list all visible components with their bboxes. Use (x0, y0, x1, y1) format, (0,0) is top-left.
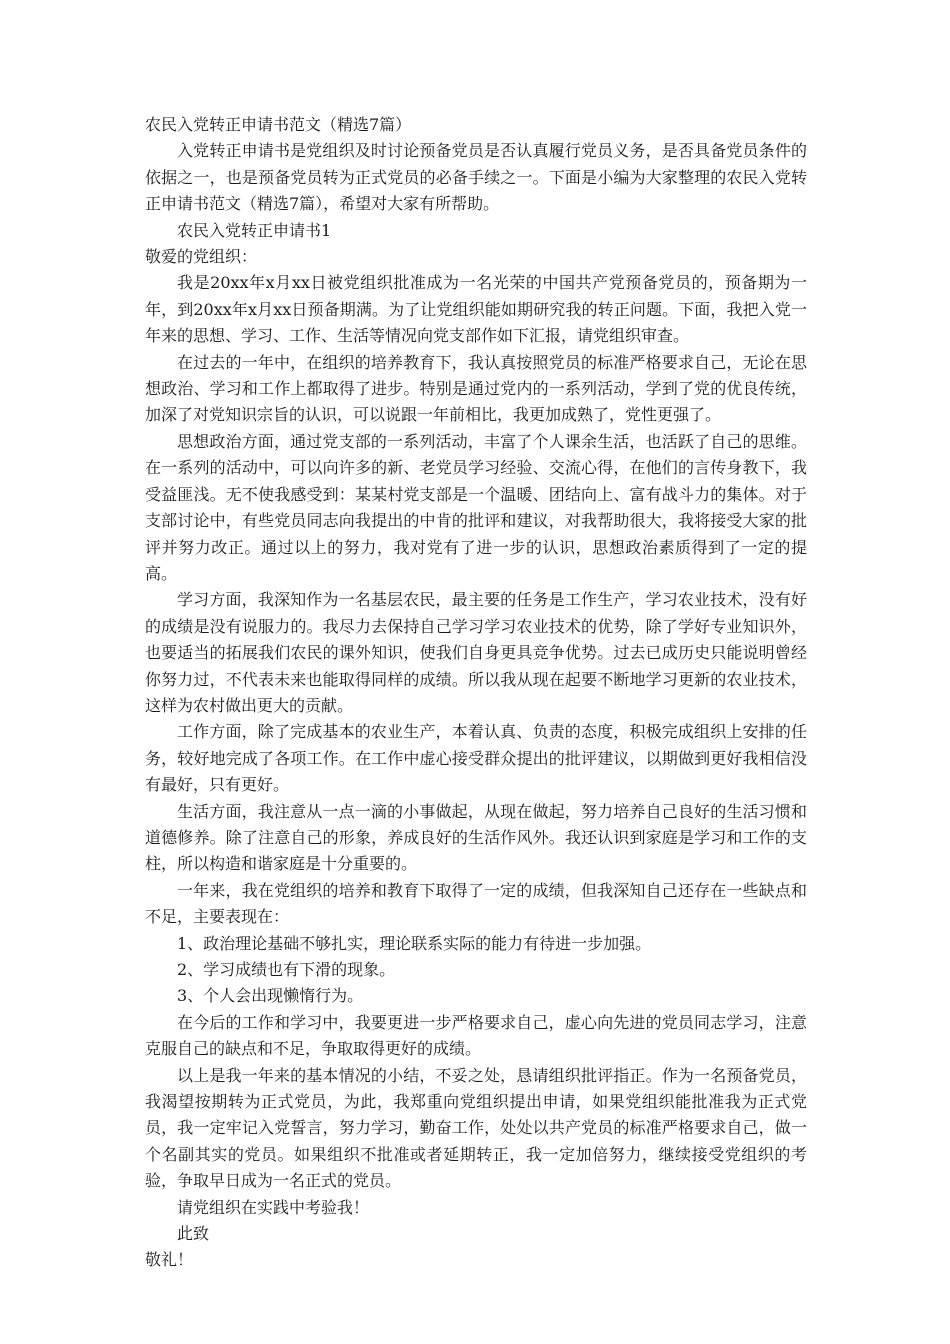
body-paragraph: 生活方面，我注意从一点一滴的小事做起，从现在做起，努力培养自己良好的生活习惯和道德修养。除了注意自己的形象，养成良好的生活作风外。我还认识到家庭是学习和工作的支柱，所以构造和谐家庭是十分重要的。 (145, 801, 807, 874)
closing-phrase: 此致 (177, 1224, 210, 1244)
body-paragraph: 以上是我一年来的基本情况的小结，不妥之处，恳请组织批评指正。作为一名预备党员，我渴望按期转为正式党员，为此，我郑重向党组织提出申请，如果党组织能批准我为正式党员，我一定牢记入党誓言，努力学习，勤奋工作，处处以共产党员的标准严格要求自己，做一个名副其实的党员。如果组织不批准或者延期转正，我一定加倍努力，继续接受党组织的考验，争取早日成为一名正式的党员。 (145, 1065, 807, 1191)
body-paragraph: 学习方面，我深知作为一名基层农民，最主要的任务是工作生产，学习农业技术，没有好的成绩是没有说服力的。我尽力去保持自己学习学习农业技术的优势，除了学好专业知识外，也要适当的拓展我们农民的课外知识，使我们自身更具竞争优势。过去已成历史只能说明曾经你努力过，不代表未来也能取得同样的成绩。所以我从现在起要不断地学习更新的农业技术，这样为农村做出更大的贡献。 (145, 590, 807, 715)
section-heading: 农民入党转正申请书1 (177, 220, 332, 240)
body-paragraph: 请党组织在实践中考验我！ (177, 1197, 370, 1217)
document-title: 农民入党转正申请书范文（精选7篇） (145, 115, 412, 134)
body-paragraph: 在今后的工作和学习中，我要更进一步严格要求自己，虚心向先进的党员同志学习，注意克服自己的缺点和不足，争取取得更好的成绩。 (145, 1012, 807, 1059)
document-body (145, 112, 807, 1274)
body-paragraph: 在过去的一年中，在组织的培养教育下，我认真按照党员的标准严格要求自己，无论在思想政治、学习和工作上都取得了进步。特别是通过党内的一系列活动，学到了党的优良传统，加深了对党知识宗旨的认识，可以说跟一年前相比，我更加成熟了，党性更强了。 (145, 352, 807, 425)
body-paragraph: 一年来，我在党组织的培养和教育下取得了一定的成绩，但我深知自己还存在一些缺点和不足，主要表现在： (145, 880, 807, 927)
intro-paragraph: 入党转正申请书是党组织及时讨论预备党员是否认真履行党员义务，是否具备党员条件的依据之一，也是预备党员转为正式党员的必备手续之一。下面是小编为大家整理的农民入党转正申请书范文（精选7篇），希望对大家有所帮助。 (145, 141, 807, 214)
body-paragraph: 工作方面，除了完成基本的农业生产，本着认真、负责的态度，积极完成组织上安排的任务，较好地完成了各项工作。在工作中虚心接受群众提出的批评建议，以期做到更好我相信没有最好，只有更好。 (145, 722, 807, 795)
body-paragraph: 思想政治方面，通过党支部的一系列活动，丰富了个人课余生活，也活跃了自己的思维。在一系列的活动中，可以向许多的新、老党员学习经验、交流心得，在他们的言传身教下，我受益匪浅。无不使我感受到：某某村党支部是一个温暖、团结向上、富有战斗力的集体。对于支部讨论中，有些党员同志向我提出的中肯的批评和建议，对我帮助很大，我将接受大家的批评并努力改正。通过以上的努力，我对党有了进一步的认识，思想政治素质得到了一定的提高。 (145, 431, 807, 583)
closing-salute: 敬礼！ (145, 1250, 194, 1270)
body-paragraph: 我是20xx年x月xx日被党组织批准成为一名光荣的中国共产党预备党员的，预备期为一年，到20xx年x月xx日预备期满。为了让党组织能如期研究我的转正问题。下面，我把入党一年来的思想、学习、工作、生活等情况向党支部作如下汇报，请党组织审查。 (145, 273, 807, 346)
salutation: 敬爱的党组织： (145, 247, 258, 267)
list-item: 1、政治理论基础不够扎实，理论联系实际的能力有待进一步加强。 (177, 933, 652, 953)
list-item: 2、学习成绩也有下滑的现象。 (177, 960, 396, 979)
list-item: 3、个人会出现懒惰行为。 (177, 986, 364, 1006)
